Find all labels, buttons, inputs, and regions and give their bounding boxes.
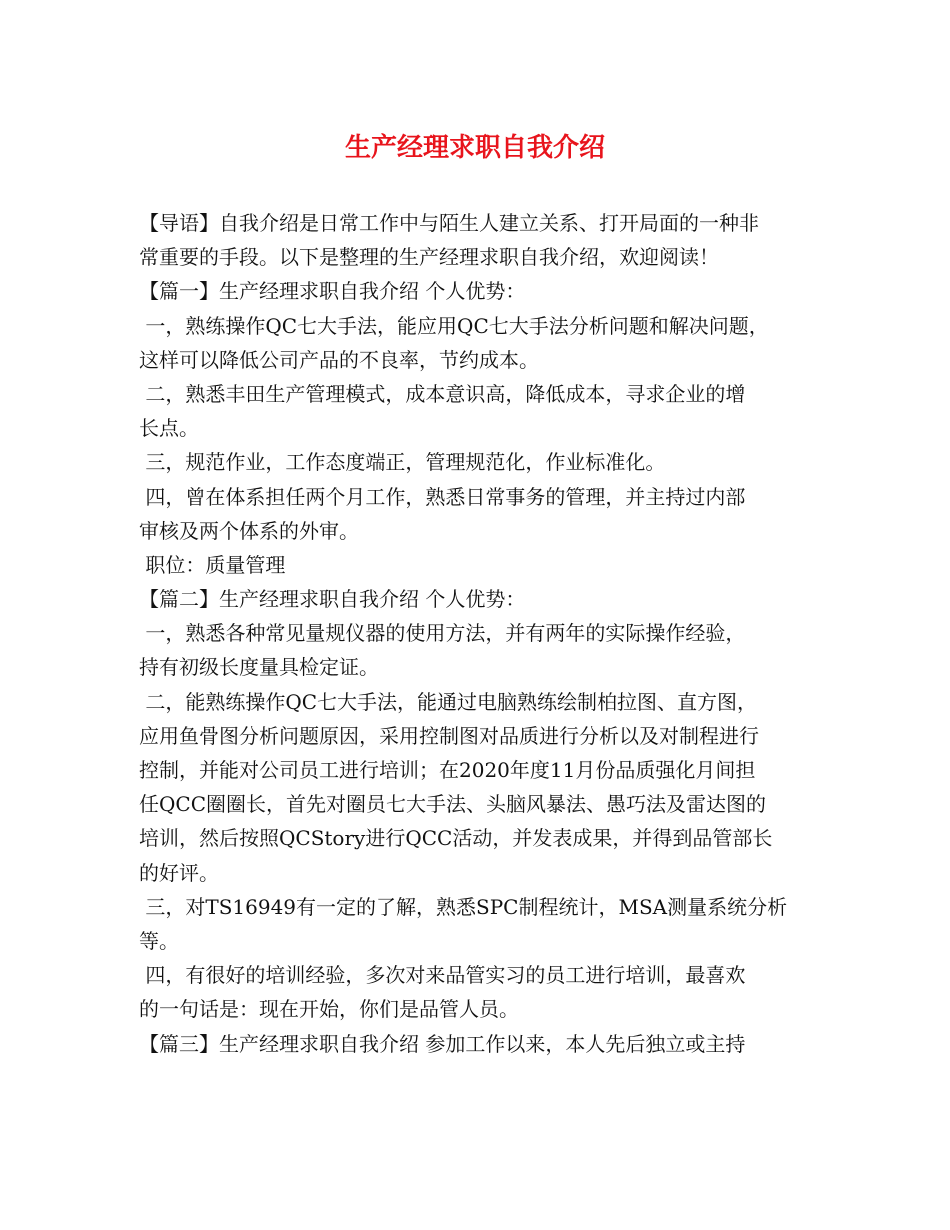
body-line: 职位：质量管理 <box>139 552 286 577</box>
body-line: 二，能熟练操作QC七大手法，能通过电脑熟练绘制柏拉图、直方图， <box>139 689 758 714</box>
body-line: 【篇三】生产经理求职自我介绍 参加工作以来，本人先后独立或主持 <box>139 1031 746 1056</box>
body-line: 【篇二】生产经理求职自我介绍 个人优势： <box>139 587 526 612</box>
body-line: 审核及两个体系的外审。 <box>139 518 359 543</box>
body-line: 【导语】自我介绍是日常工作中与陌生人建立关系、打开局面的一种非 <box>139 211 759 235</box>
body-line: 应用鱼骨图分析问题原因，采用控制图对品质进行分析以及对制程进行 <box>139 723 759 748</box>
body-line: 四，有很好的培训经验，多次对来品管实习的员工进行培训，最喜欢 <box>139 963 746 988</box>
body-line: 一，熟悉各种常见量规仪器的使用方法，并有两年的实际操作经验， <box>139 621 746 646</box>
body-line: 培训，然后按照QCStory进行QCC活动，并发表成果，并得到品管部长 <box>139 826 773 851</box>
body-line: 常重要的手段。以下是整理的生产经理求职自我介绍，欢迎阅读！ <box>139 245 719 270</box>
body-line: 【篇一】生产经理求职自我介绍 个人优势： <box>139 279 526 304</box>
body-line: 控制，并能对公司员工进行培训；在2020年度11月份品质强化月间担 <box>139 758 756 782</box>
body-line: 的好评。 <box>139 860 219 885</box>
body-line: 任QCC圈圈长，首先对圈员七大手法、头脑风暴法、愚巧法及雷达图的 <box>139 792 767 817</box>
body-line: 三，规范作业，工作态度端正，管理规范化，作业标准化。 <box>139 450 666 475</box>
body-line: 等。 <box>139 928 179 953</box>
body-line: 二，熟悉丰田生产管理模式，成本意识高，降低成本，寻求企业的增 <box>139 381 746 406</box>
body-line: 持有初级长度量具检定证。 <box>139 655 379 680</box>
document-title: 生产经理求职自我介绍 <box>344 133 605 163</box>
body-line: 三，对TS16949有一定的了解，熟悉SPC制程统计，MSA测量系统分析 <box>139 894 788 919</box>
body-line: 长点。 <box>139 416 199 441</box>
body-line: 的一句话是：现在开始，你们是品管人员。 <box>139 997 519 1022</box>
body-line: 四，曾在体系担任两个月工作，熟悉日常事务的管理，并主持过内部 <box>139 484 746 509</box>
document-body <box>139 206 819 1061</box>
body-line: 一，熟练操作QC七大手法，能应用QC七大手法分析问题和解决问题， <box>139 313 769 338</box>
body-line: 这样可以降低公司产品的不良率，节约成本。 <box>139 347 539 372</box>
